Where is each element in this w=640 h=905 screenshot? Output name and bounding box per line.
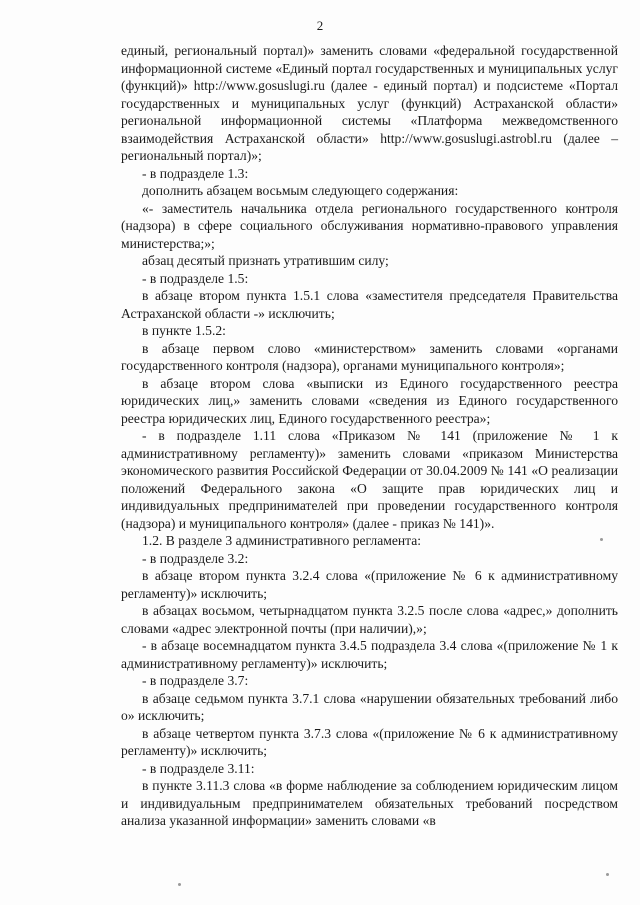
- paragraph: - в подразделе 3.2:: [142, 550, 249, 566]
- paragraph: «- заместитель начальника отдела регионального государственного контроля (надзора) в сфере социального обслуживания нормативно-правового управления министерства;»;: [121, 200, 618, 251]
- paragraph: единый, региональный портал)» заменить словами «федеральной государственной информационной системе «Единый портал государственных и муниципальных услуг (функций)» http://www.gosuslugi.ru (далее - единый портал) и подсистеме «Портал государственных и муниципальных услуг (функций) Астраханской области» региональной информационной системы «Платформа межведомственного взаимодействия Астраханской области» http://www.gosuslugi.astrobl.ru (далее – региональный портал)»;: [121, 43, 618, 163]
- scan-speck: [606, 873, 609, 876]
- paragraph: - в подразделе 1.3:: [142, 165, 249, 181]
- page-number: 2: [316, 18, 324, 33]
- paragraph: в пункте 3.11.3 слова «в форме наблюдение за соблюдением юридическим лицом и индивидуальным предпринимателем обязательных требований посредством анализа указанной информации» заменить словами «в: [121, 778, 618, 828]
- paragraph: 1.2. В разделе 3 административного регламента:: [142, 533, 422, 548]
- paragraph: абзац десятый признать утратившим силу;: [142, 253, 389, 268]
- document-body: [121, 42, 618, 830]
- paragraph: - в абзаце восемнадцатом пункта 3.4.5 подраздела 3.4 слова «(приложение № 1 к административному регламенту)» исключить;: [121, 638, 618, 671]
- paragraph: дополнить абзацем восьмым следующего содержания:: [142, 183, 459, 198]
- paragraph: в пункте 1.5.2:: [142, 323, 226, 338]
- paragraph: в абзацах восьмом, четырнадцатом пункта 3.2.5 после слова «адрес,» дополнить словами «адрес электронной почты (при наличии),»;: [121, 603, 618, 636]
- paragraph: в абзаце втором пункта 3.2.4 слова «(приложение № 6 к административному регламенту)» исключить;: [121, 568, 618, 601]
- paragraph: в абзаце четвертом пункта 3.7.3 слова «(приложение № 6 к административному регламенту)» исключить;: [121, 725, 618, 758]
- paragraph: в абзаце втором слова «выписки из Единого государственного реестра юридических лиц,» заменить словами «сведения из Единого государственного реестра юридических лиц, Единого государственного реестра»;: [121, 375, 618, 426]
- scan-speck: [600, 538, 603, 541]
- paragraph: в абзаце седьмом пункта 3.7.1 слова «нарушении обязательных требований либо о» исключить;: [121, 690, 618, 723]
- paragraph: - в подразделе 3.11:: [142, 760, 255, 776]
- paragraph: - в подразделе 1.11 слова «Приказом № 141 (приложение № 1 к административному регламенту)» заменить словами «приказом Министерства экономического развития Российской Федерации от 30.04.2009 № 141 «О реализации положений Федерального закона «О защите прав юридических лиц и индивидуальных предпринимателей при проведении государственного контроля (надзора) и муниципального контроля» (далее - приказ № 141)».: [121, 428, 618, 531]
- paragraph: в абзаце первом слово «министерством» заменить словами «органами государственного контроля (надзора), органами муниципального контроля»;: [121, 340, 618, 373]
- scan-speck: [178, 883, 181, 886]
- paragraph: в абзаце втором пункта 1.5.1 слова «заместителя председателя Правительства Астраханской области -» исключить;: [121, 288, 618, 321]
- paragraph: - в подразделе 3.7:: [142, 673, 249, 688]
- paragraph: - в подразделе 1.5:: [142, 270, 249, 286]
